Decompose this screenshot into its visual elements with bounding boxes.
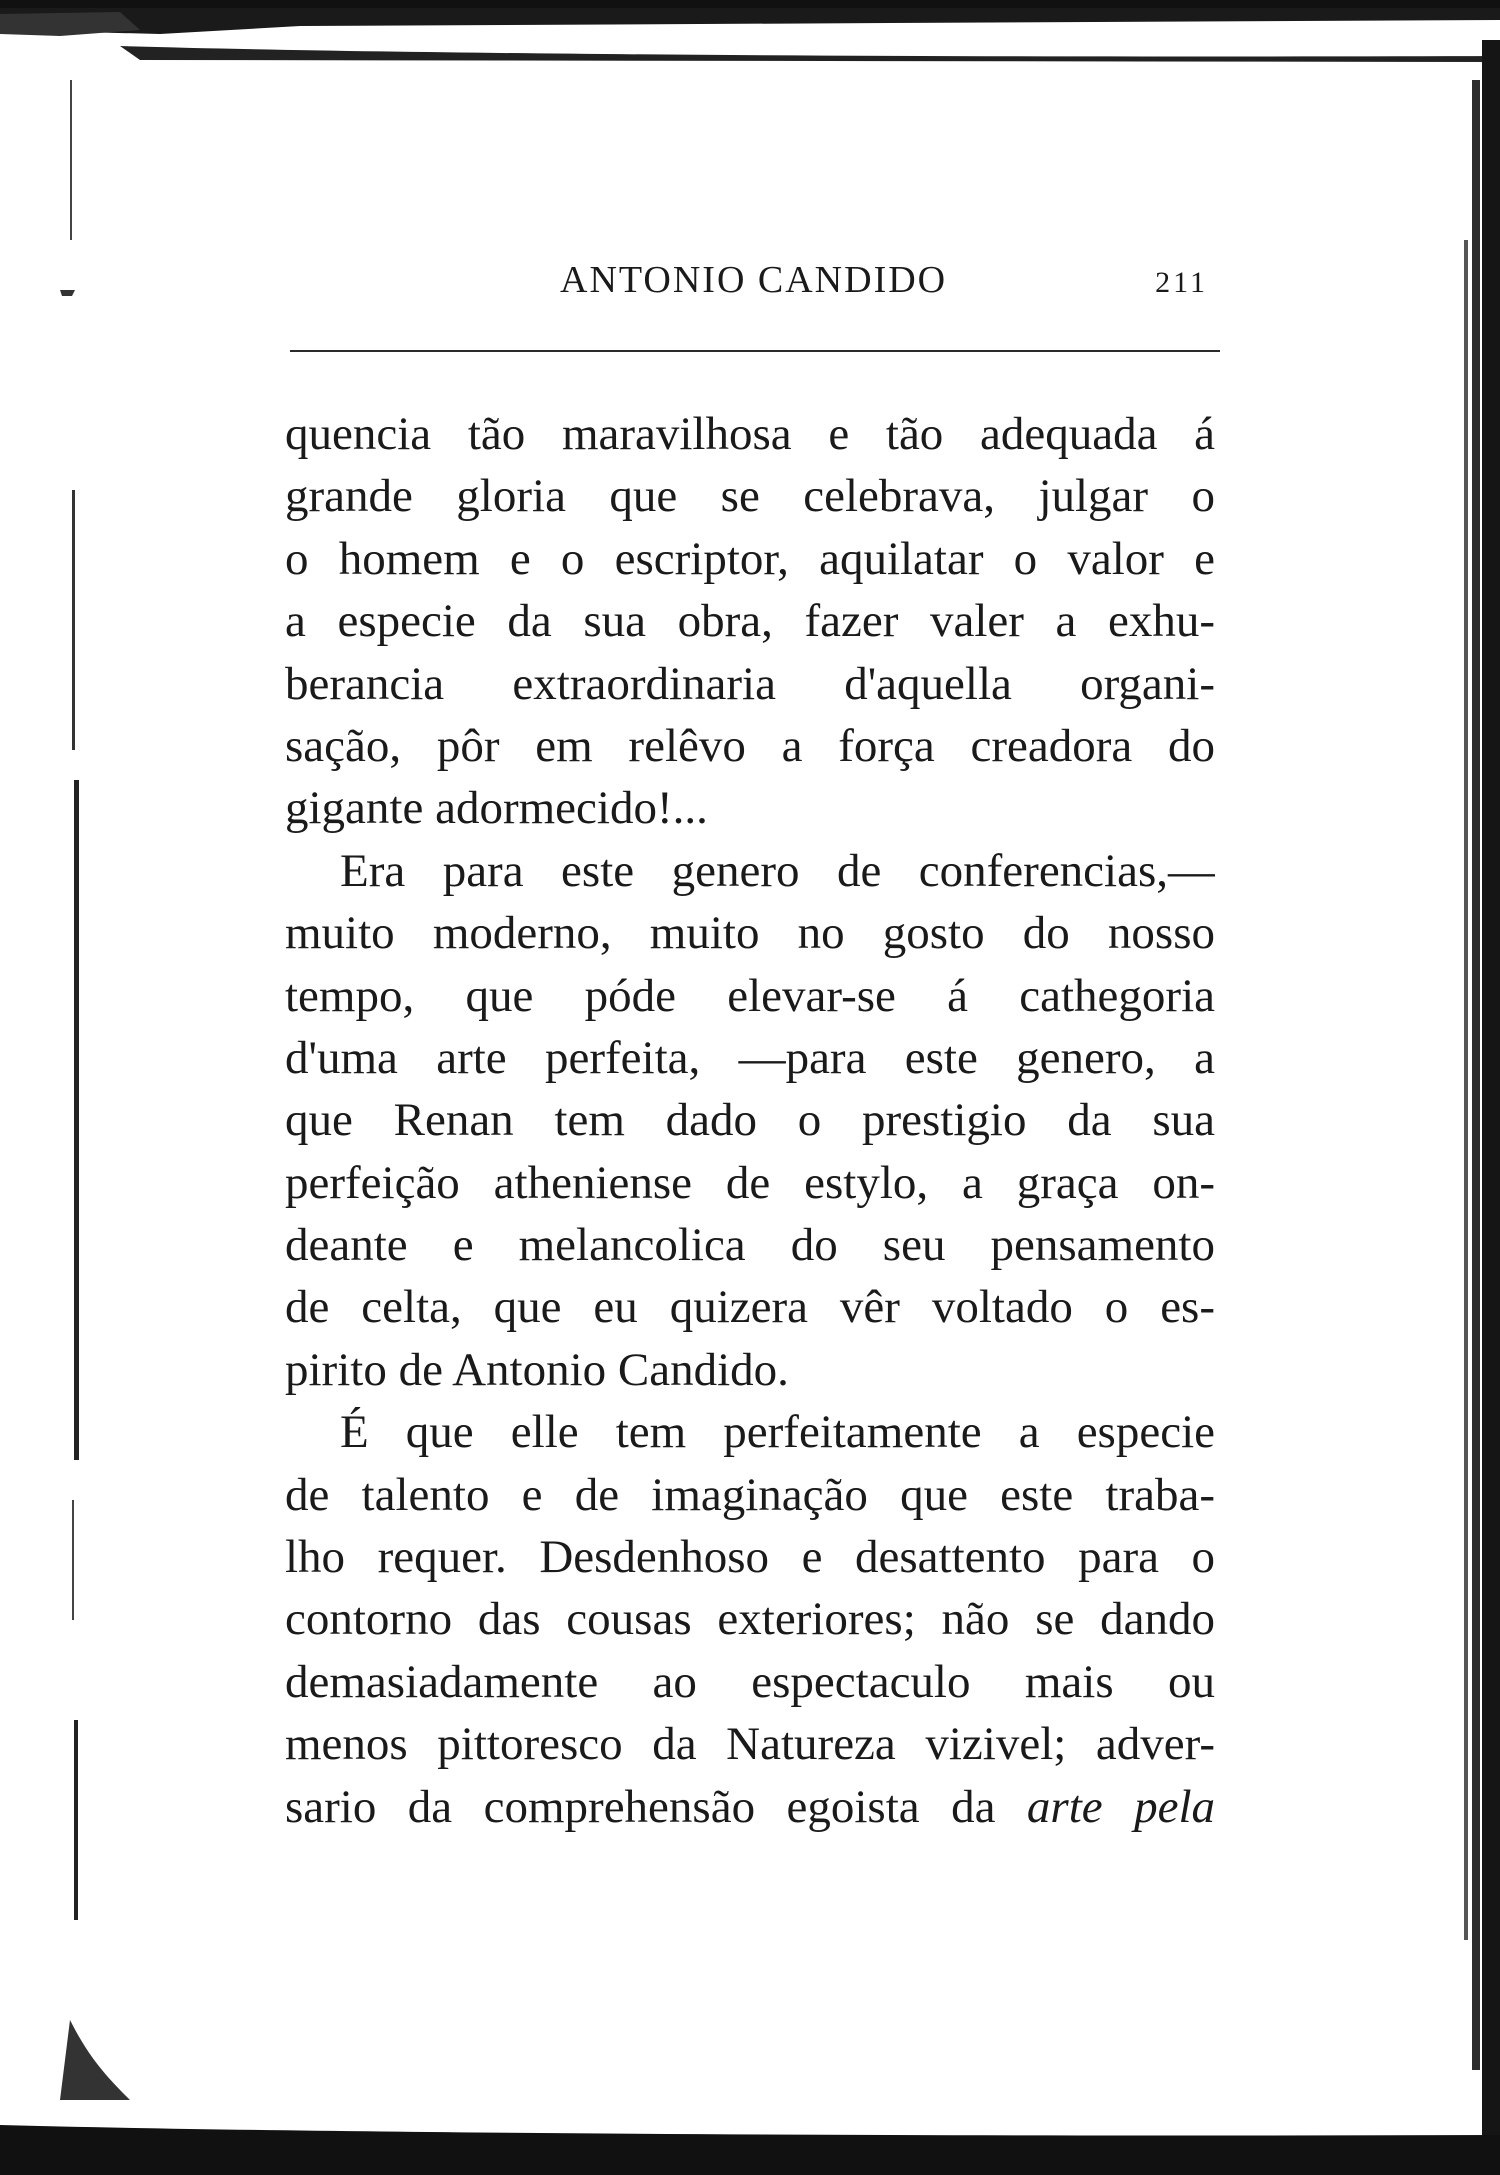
text-line: lho requer. Desdenhoso e desattento para o — [285, 1531, 1215, 1584]
text-line: demasiadamente ao espectaculo mais ou — [285, 1655, 1215, 1708]
text-line: d'uma arte perfeita, —para este genero, a — [285, 1031, 1215, 1084]
page-number: 211 — [1155, 266, 1208, 299]
scan-edge-right — [1454, 40, 1500, 2175]
italic-phrase: arte pela — [1026, 1780, 1215, 1833]
text-line: gigante adormecido!... — [285, 782, 708, 835]
text-fragment: sario da comprehensão egoista da — [285, 1780, 996, 1833]
text-line: tempo, que póde elevar-se á cathegoria — [285, 969, 1215, 1022]
text-line: de talento e de imaginação que este traba- — [285, 1468, 1215, 1521]
text-line: Era para este genero de conferencias,— — [340, 844, 1215, 897]
text-line: grande gloria que se celebrava, julgar o — [285, 470, 1215, 523]
text-line: É que elle tem perfeitamente a especie — [340, 1406, 1215, 1459]
text-line: menos pittoresco da Natureza vizivel; adver- — [285, 1718, 1215, 1771]
text-line-final — [285, 1776, 1215, 1838]
text-line: deante e melancolica do seu pensamento — [285, 1219, 1215, 1272]
text-line: pirito de Antonio Candido. — [285, 1343, 789, 1396]
text-line: de celta, que eu quizera vêr voltado o es- — [285, 1281, 1215, 1334]
header-rule — [290, 350, 1220, 352]
running-head — [290, 258, 1220, 308]
body-text — [285, 403, 1215, 1838]
text-line: quencia tão maravilhosa e tão adequada á — [285, 408, 1215, 460]
text-line: o homem e o escriptor, aquilatar o valor e — [285, 532, 1215, 585]
text-line: a especie da sua obra, fazer valer a exhu- — [285, 595, 1215, 648]
scan-edge-left — [0, 60, 130, 2100]
scan-edge-bottom — [0, 2095, 1500, 2175]
running-title: ANTONIO CANDIDO — [560, 259, 948, 301]
text-line: berancia extraordinaria d'aquella organi- — [285, 657, 1215, 710]
text-line: que Renan tem dado o prestigio da sua — [285, 1094, 1215, 1147]
text-line: perfeição atheniense de estylo, a graça on- — [285, 1156, 1215, 1209]
scan-edge-top — [0, 0, 1500, 62]
text-line: sação, pôr em relêvo a força creadora do — [285, 719, 1215, 772]
text-line: muito moderno, muito no gosto do nosso — [285, 907, 1215, 960]
text-line: contorno das cousas exteriores; não se dando — [285, 1593, 1215, 1646]
